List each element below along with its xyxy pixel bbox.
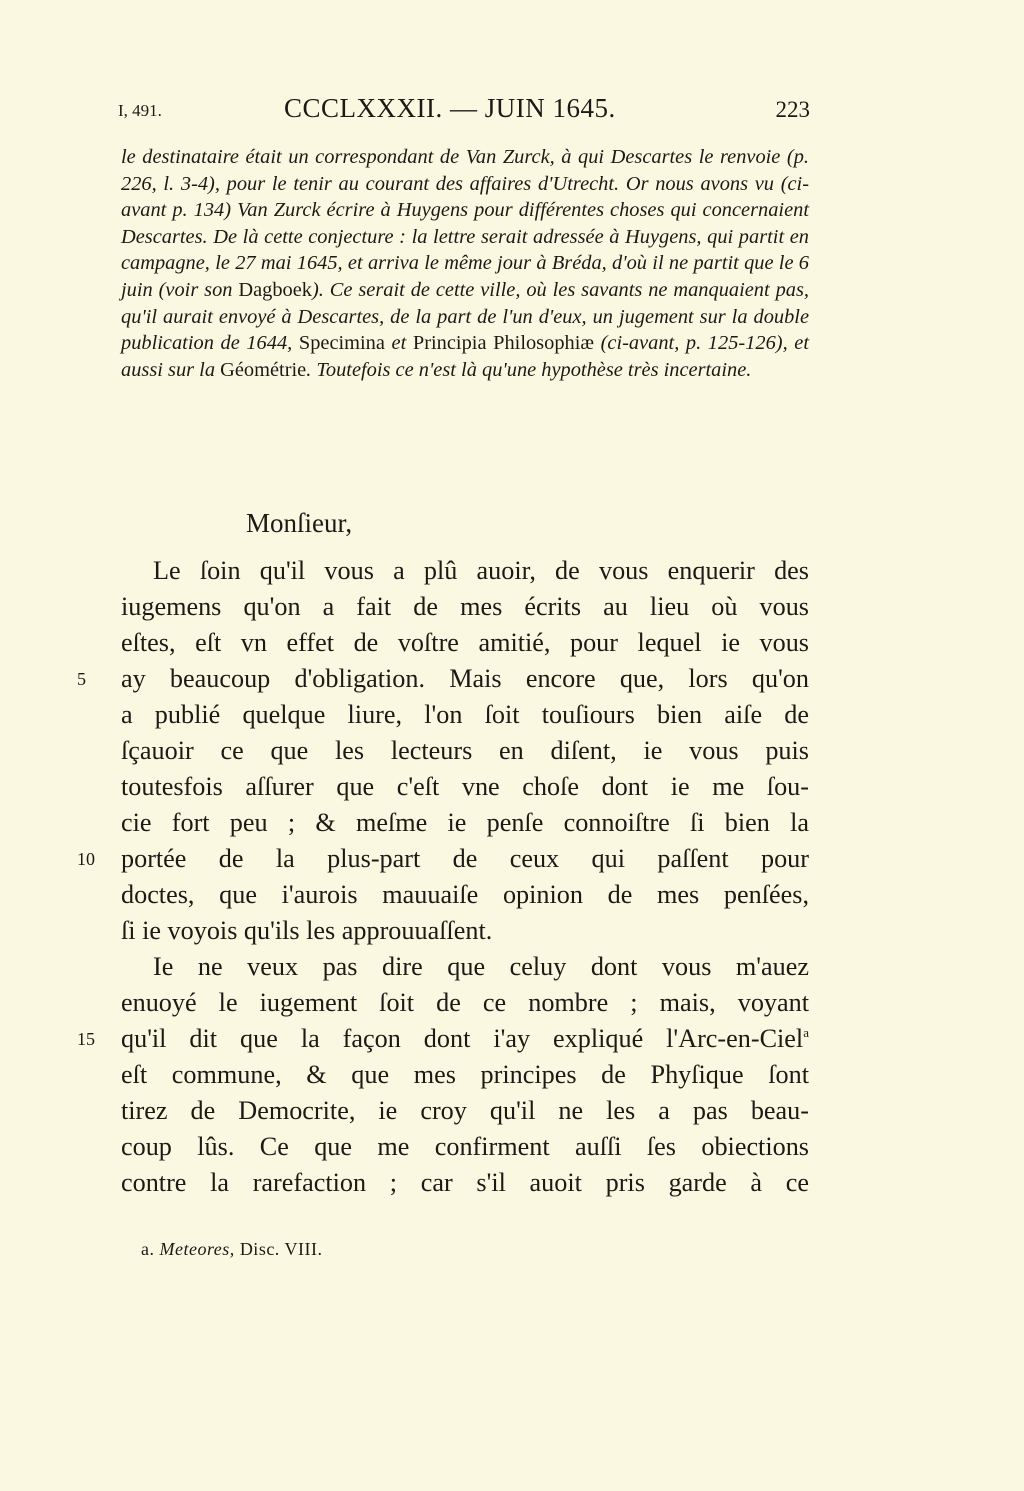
letter-line: coup lûs. Ce que me confirment auſſi ſes obiections [121,1132,809,1161]
footnote-label: a. [141,1239,155,1259]
intro-geometrie: Géométrie [220,358,307,381]
letter-body [77,553,809,1201]
running-header [118,88,810,128]
footnote-title: Meteores, [159,1239,235,1259]
letter-line-15 [77,1021,809,1057]
letter-heading: CCCLXXXII. — JUIN 1645. [284,93,616,123]
letter-line: Ie ne veux pas dire que celuy dont vous m'auez [153,952,809,981]
intro-text-3: et [384,332,413,355]
line-number-10: 10 [77,849,95,869]
footnote-marker: a [803,1025,809,1040]
letter-line: ſi ie voyois qu'ils les approuuaſſent. [121,916,493,945]
letter-line: eſt commune, & que mes principes de Phyſique ſont [121,1060,809,1089]
intro-text-5: . Toutefois ce n'est là qu'une hypothèse très incertaine. [306,358,752,381]
intro-text-4: (ci-avant, p. 125-126), et aussi sur la [121,332,809,381]
intro-principia: Principia Philosophiæ [412,332,594,355]
letter-line: contre la rarefaction ; car s'il auoit pris garde à ce [121,1168,809,1197]
letter-line: doctes, que i'aurois mauuaiſe opinion de mes penſées, [121,880,809,909]
letter-line-text: portée de la plus-part de ceux qui paſſent pour [121,844,809,873]
letter-line-5 [77,661,809,697]
letter-line-10 [77,841,809,877]
intro-dagboek: Dagboek [238,278,312,301]
page-number: 223 [775,97,810,122]
footnote-ref: Disc. VIII. [239,1239,323,1259]
intro-text-1: le destinataire était un correspondant de Van Zurck, à qui Descartes le renvoie (p. 226, l. 3-4), pour le tenir au courant des affaires d'Utrecht. Or nous avons vu (ci-avant p. 134) Van Zurck écrire à Huygens pour différentes choses qui concernaient Descartes. De là cette conjecture : la lettre serait adressée à Huygens, qui partit en campagne, le 27 mai 1645, et arriva le même jour à Bréda, d'où il ne partit que le 6 juin (voir son [121,146,809,301]
line-number-15: 15 [77,1029,95,1049]
letter-line: toutesfois aſſurer que c'eſt vne choſe dont ie me ſou- [121,772,809,801]
letter-line: Le ſoin qu'il vous a plû auoir, de vous enquerir des [153,556,809,585]
letter-line: eſtes, eſt vn effet de voſtre amitié, pour lequel ie vous [121,628,809,657]
editorial-introduction [121,144,809,383]
letter-line: tirez de Democrite, ie croy qu'il ne les a pas beau- [121,1096,809,1125]
letter-line: ſçauoir ce que les lecteurs en diſent, ie vous puis [121,736,809,765]
letter-line: enuoyé le iugement ſoit de ce nombre ; mais, voyant [121,988,809,1017]
letter-line: iugemens qu'on a fait de mes écrits au lieu où vous [121,592,809,621]
letter-line: a publié quelque liure, l'on ſoit touſiours bien aiſe de [121,700,809,729]
intro-text-2: ). Ce serait de cette ville, où les savants ne manquaient pas, qu'il aurait envoyé à Descartes, de la part de l'un d'eux, un jugement sur la double publication de 1644, [121,278,809,355]
salutation: Monſieur, [246,508,353,538]
volume-reference: I, 491. [118,101,162,120]
letter-line: cie fort peu ; & meſme ie penſe connoiſtre ſi bien la [121,808,809,837]
intro-specimina: Specimina [298,332,385,355]
footnote [141,1237,322,1261]
letter-line-text: ay beaucoup d'obligation. Mais encore que, lors qu'on [121,664,809,693]
line-number-5: 5 [77,669,86,689]
letter-line-text: qu'il dit que la façon dont i'ay expliqué l'Arc-en-Ciel [121,1024,804,1053]
